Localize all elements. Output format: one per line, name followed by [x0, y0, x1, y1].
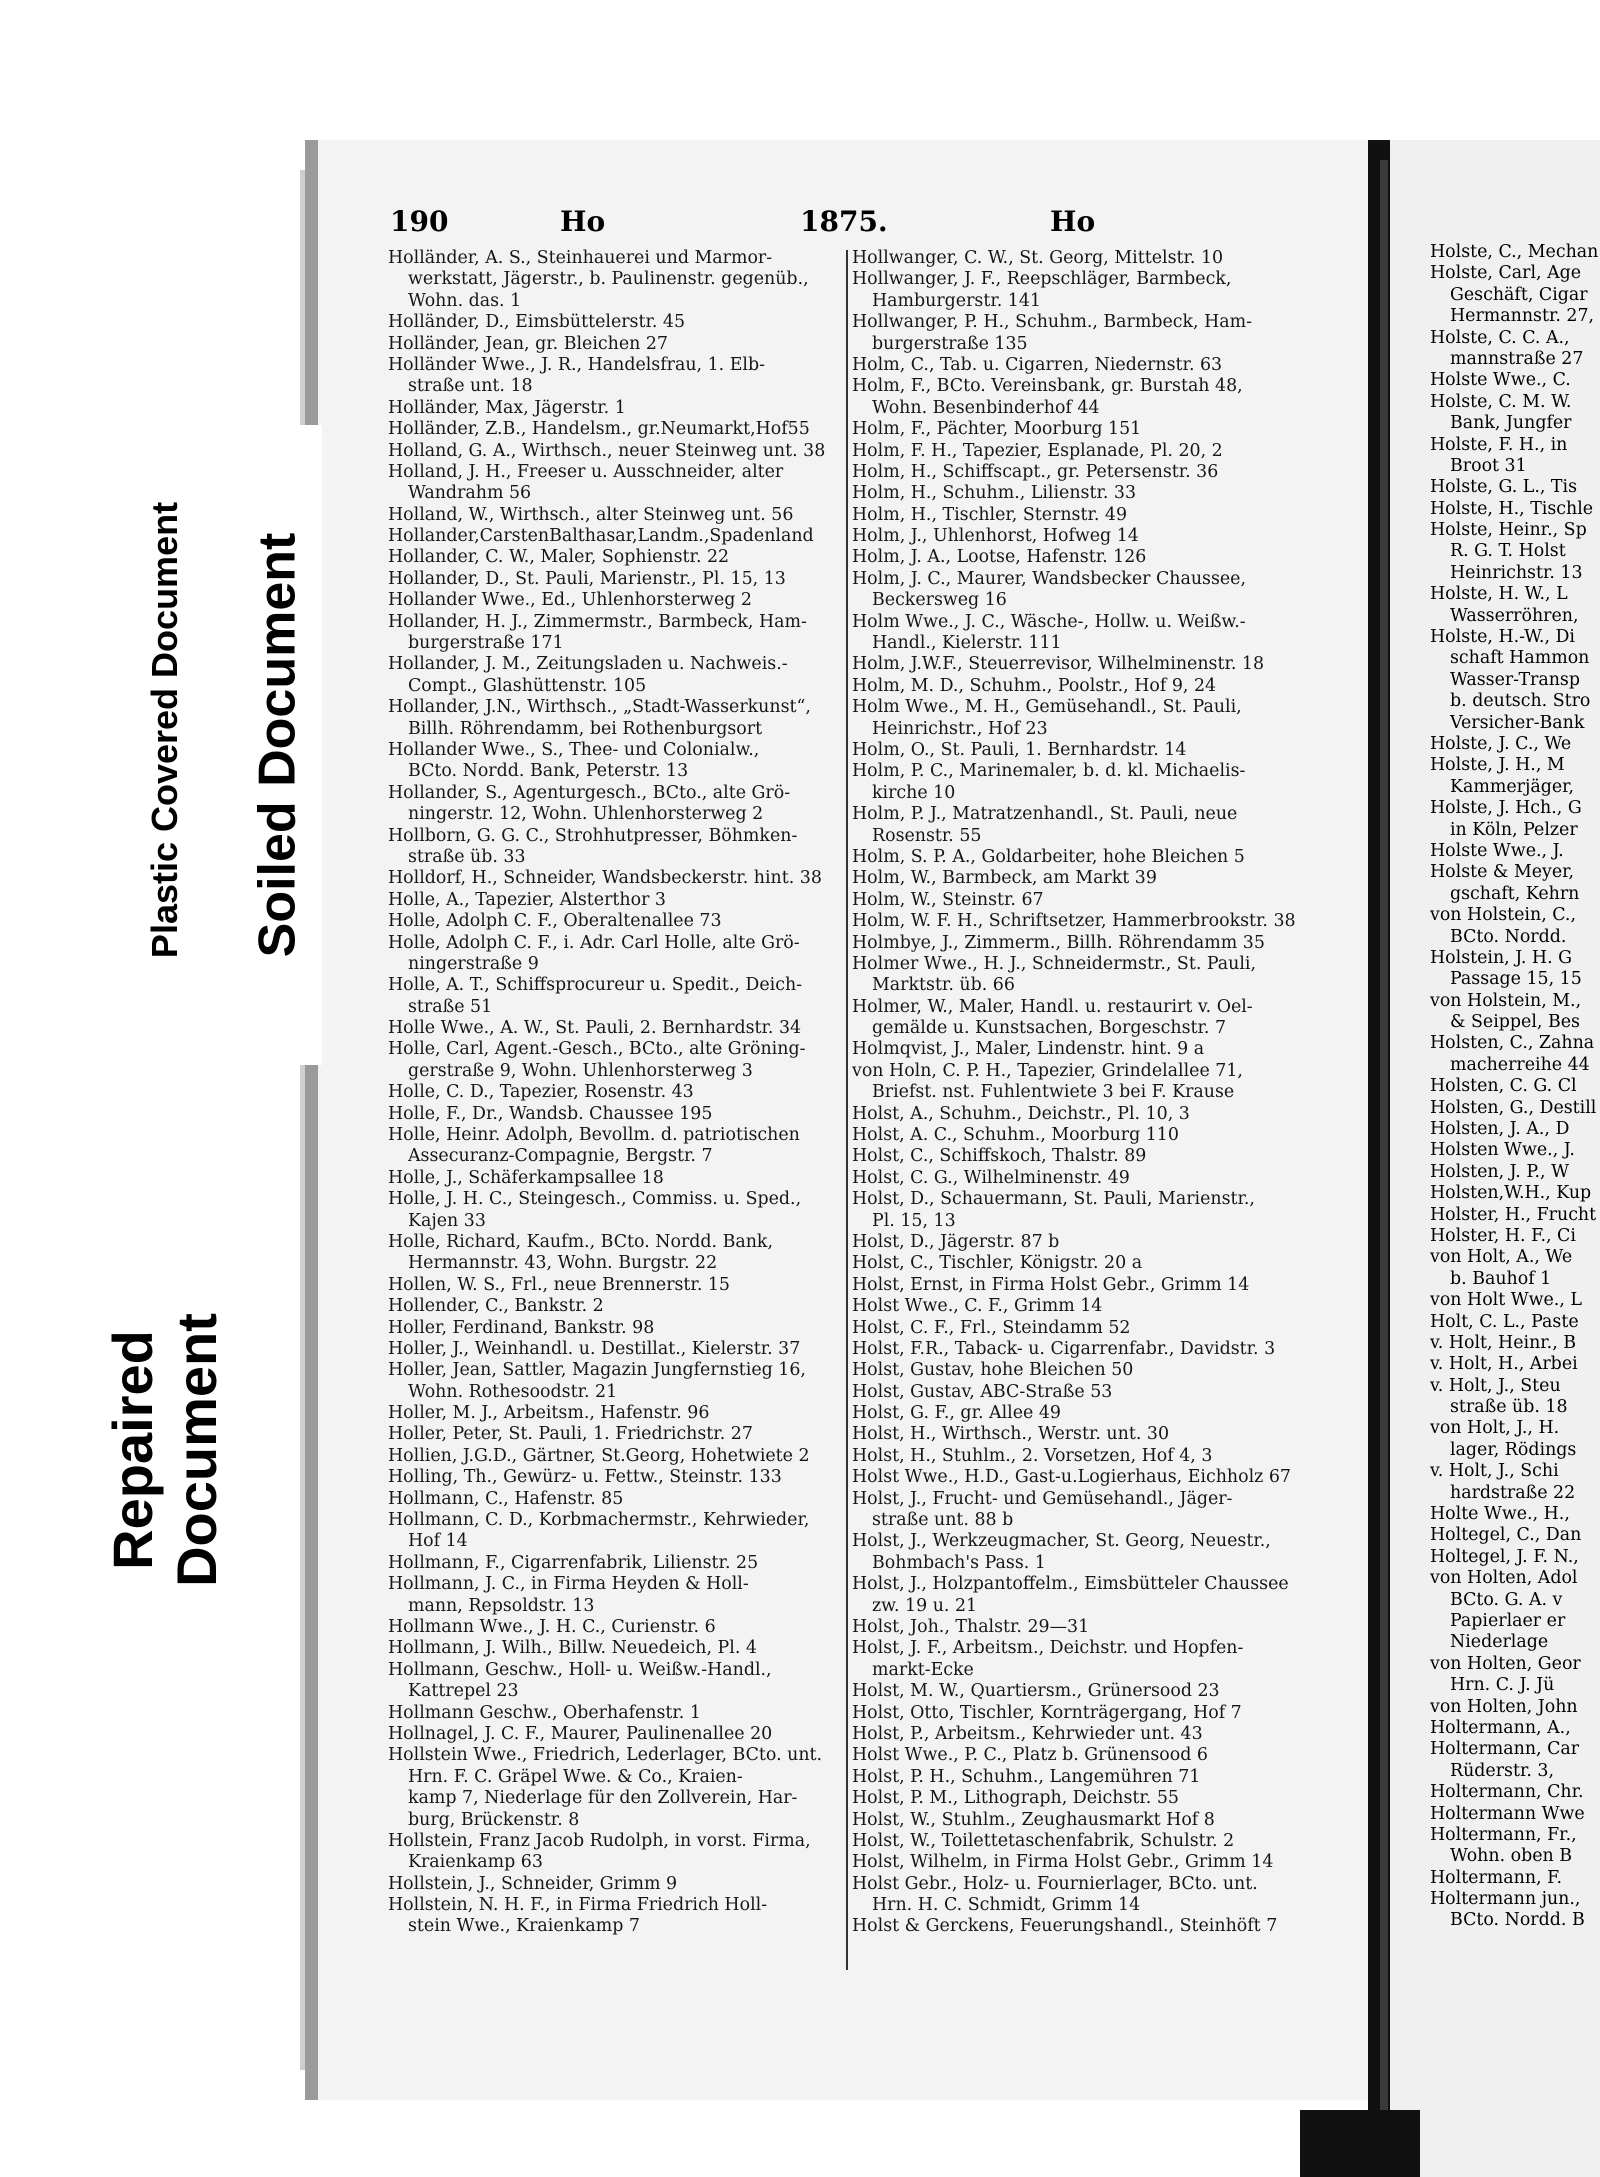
- directory-entry-line: Holler, J., Weinhandl. u. Destillat., Kielerstr. 37: [388, 1338, 801, 1359]
- directory-entry-line: Holmqvist, J., Maler, Lindenstr. hint. 9 a: [852, 1039, 1205, 1060]
- directory-entry-line: Holle, J. H. C., Steingesch., Commiss. u. Sped.,: [388, 1189, 802, 1210]
- directory-entry-line: lager, Rödings: [1450, 1439, 1577, 1460]
- directory-entry-line: Holster, H. F., Ci: [1430, 1225, 1576, 1246]
- directory-entry-line: Hollstein, J., Schneider, Grimm 9: [388, 1873, 678, 1894]
- directory-entry-line: Holle, Richard, Kaufm., BCto. Nordd. Bank,: [388, 1231, 773, 1252]
- directory-entry-line: Holst, Otto, Tischler, Kornträgergang, Hof 7: [852, 1702, 1242, 1723]
- directory-entry-line: Holtermann Wwe: [1430, 1803, 1585, 1824]
- directory-entry-line: Holtermann, A.,: [1430, 1717, 1571, 1738]
- directory-entry-line: Hrn. F. C. Gräpel Wwe. & Co., Kraien-: [408, 1766, 743, 1787]
- directory-entry-line: Hollander, J. M., Zeitungsladen u. Nachweis.-: [388, 654, 788, 675]
- directory-entry-line: Holsten,W.H., Kup: [1430, 1183, 1592, 1204]
- directory-entry-line: v. Holt, H., Arbei: [1430, 1354, 1578, 1375]
- directory-entry-line: Holste, Heinr., Sp: [1430, 520, 1587, 541]
- directory-entry-line: Holst, Ernst, in Firma Holst Gebr., Grimm 14: [852, 1274, 1250, 1295]
- directory-entry-line: Hollmann Geschw., Oberhafenstr. 1: [388, 1702, 701, 1723]
- directory-entry-line: Holst, C. G., Wilhelminenstr. 49: [852, 1167, 1130, 1188]
- repaired-document-text: [101, 1313, 229, 1587]
- directory-entry-line: straße üb. 18: [1450, 1397, 1568, 1418]
- directory-entry-line: Holst Wwe., P. C., Platz b. Grünensood 6: [852, 1745, 1208, 1766]
- directory-entry-line: gemälde u. Kunstsachen, Borgeschstr. 7: [872, 1018, 1227, 1039]
- directory-entry-line: Handl., Kielerstr. 111: [872, 633, 1062, 654]
- directory-entry-line: Holm Wwe., J. C., Wäsche-, Hollw. u. Weißw.-: [852, 611, 1246, 632]
- directory-entry-line: Holländer, Jean, gr. Bleichen 27: [388, 333, 668, 354]
- directory-entry-line: Holst, J. F., Arbeitsm., Deichstr. und Hopfen-: [852, 1638, 1244, 1659]
- directory-entry-line: Hollander, C. W., Maler, Sophienstr. 22: [388, 547, 730, 568]
- directory-entry-line: Holst Wwe., H.D., Gast-u.Logierhaus, Eichholz 67: [852, 1467, 1291, 1488]
- directory-entry-line: Holle, F., Dr., Wandsb. Chaussee 195: [388, 1103, 713, 1124]
- directory-entry-line: Holste Wwe., J.: [1430, 840, 1564, 861]
- directory-entry-line: Holst, F.R., Taback- u. Cigarrenfabr., Davidstr. 3: [852, 1338, 1276, 1359]
- directory-entry-line: Holle, A., Tapezier, Alsterthor 3: [388, 889, 666, 910]
- directory-entry-line: Wohn. das. 1: [408, 290, 522, 311]
- directory-entry-line: Hollmann, J. C., in Firma Heyden & Holl-: [388, 1574, 749, 1595]
- directory-entry-line: Holsten, C., Zahna: [1430, 1033, 1595, 1054]
- directory-entry-line: Holsten, C. G. Cl: [1430, 1076, 1577, 1097]
- soiled-document-label: [232, 425, 322, 1065]
- directory-entry-line: Holste, Carl, Age: [1430, 263, 1582, 284]
- directory-entry-line: markt-Ecke: [872, 1659, 974, 1680]
- directory-entry-line: Holländer, D., Eimsbüttelerstr. 45: [388, 312, 686, 333]
- directory-entry-line: Hollstein Wwe., Friedrich, Lederlager, BCto. unt.: [388, 1745, 823, 1766]
- directory-entry-line: Holst, J., Holzpantoffelm., Eimsbütteler Chaussee: [852, 1574, 1289, 1595]
- directory-entry-line: Holländer, A. S., Steinhauerei und Marmor-: [388, 248, 773, 268]
- directory-entry-line: Holldorf, H., Schneider, Wandsbeckerstr. hint. 38: [388, 868, 822, 889]
- directory-entry-line: straße unt. 88 b: [872, 1510, 1014, 1531]
- page-number: 190: [390, 205, 449, 238]
- plastic-covered-label: [135, 400, 195, 1060]
- directory-entry-line: Hollien, J.G.D., Gärtner, St.Georg, Hohetwiete 2: [388, 1445, 810, 1466]
- directory-entry-line: Kammerjäger,: [1450, 776, 1575, 797]
- directory-entry-line: Holste, C. M. W.: [1430, 391, 1572, 412]
- directory-entry-line: Rüderstr. 3,: [1450, 1760, 1554, 1781]
- directory-entry-line: Holst, P. H., Schuhm., Langemühren 71: [852, 1766, 1201, 1787]
- directory-entry-line: Holler, Ferdinand, Bankstr. 98: [388, 1317, 655, 1338]
- directory-entry-line: Heinrichstr., Hof 23: [872, 718, 1048, 739]
- directory-entry-line: Holländer, Z.B., Handelsm., gr.Neumarkt,Hof55: [388, 419, 810, 440]
- directory-entry-line: Holtermann jun.,: [1430, 1889, 1581, 1910]
- header-right-index: Ho: [1050, 205, 1096, 238]
- directory-entry-line: Holste Wwe., C.: [1430, 370, 1571, 391]
- directory-entry-line: Hollmann, F., Cigarrenfabrik, Lilienstr. 25: [388, 1552, 759, 1573]
- directory-entry-line: von Holt, A., We: [1430, 1247, 1573, 1268]
- directory-entry-line: Holstein, J. H. G: [1430, 947, 1573, 968]
- directory-entry-line: Holste, H., Tischle: [1430, 498, 1594, 519]
- directory-entry-line: Wasser-Transp: [1450, 669, 1580, 690]
- directory-entry-line: Holle, J., Schäferkampsallee 18: [388, 1167, 664, 1188]
- directory-entry-line: macherreihe 44: [1450, 1054, 1590, 1075]
- directory-entry-line: Holm, W., Steinstr. 67: [852, 889, 1044, 910]
- directory-entry-line: Holm, J., Uhlenhorst, Hofweg 14: [852, 526, 1139, 547]
- directory-entry-line: Holm, F. H., Tapezier, Esplanade, Pl. 20, 2: [852, 440, 1223, 461]
- directory-entry-line: Hollmann, C. D., Korbmachermstr., Kehrwieder,: [388, 1510, 810, 1531]
- directory-entry-line: Holst, C., Schiffskoch, Thalstr. 89: [852, 1146, 1147, 1167]
- directory-entry-line: burg, Brückenstr. 8: [408, 1809, 580, 1830]
- directory-entry-line: ningerstraße 9: [408, 953, 539, 974]
- directory-entry-line: Holm, H., Schuhm., Lilienstr. 33: [852, 483, 1137, 504]
- directory-entry-line: von Holt Wwe., L: [1430, 1290, 1582, 1311]
- directory-entry-line: Hollmann, Geschw., Holl- u. Weißw.-Handl.,: [388, 1659, 772, 1680]
- directory-entry-line: mannstraße 27: [1450, 348, 1584, 369]
- directory-entry-line: Holm, J. A., Lootse, Hafenstr. 126: [852, 547, 1147, 568]
- directory-entry-line: BCto. G. A. v: [1450, 1589, 1563, 1610]
- directory-entry-line: in Köln, Pelzer: [1450, 819, 1578, 840]
- directory-entry-line: Holster, H., Frucht: [1430, 1204, 1597, 1225]
- directory-entry-line: Hollwanger, J. F., Reepschläger, Barmbeck,: [852, 269, 1232, 290]
- right-entry-column: [852, 248, 1362, 1978]
- directory-entry-line: kamp 7, Niederlage für den Zollverein, Har-: [408, 1788, 798, 1809]
- directory-entry-line: Holste, J. Hch., G: [1430, 798, 1582, 819]
- directory-entry-line: hardstraße 22: [1450, 1482, 1576, 1503]
- directory-entry-line: Holm, M. D., Schuhm., Poolstr., Hof 9, 24: [852, 675, 1217, 696]
- directory-entry-line: Holst, P. M., Lithograph, Deichstr. 55: [852, 1788, 1179, 1809]
- directory-entry-line: Holst, M. W., Quartiersm., Grünersood 23: [852, 1681, 1220, 1702]
- repaired-line-1: Repaired: [101, 1330, 165, 1570]
- soiled-document-text: Soiled Document: [248, 532, 306, 958]
- directory-entry-line: Holtermann, Car: [1430, 1739, 1580, 1760]
- binding-shadow: [1300, 2110, 1420, 2177]
- directory-entry-line: Bohmbach's Pass. 1: [872, 1552, 1046, 1573]
- directory-entry-line: Holtermann, Fr.,: [1430, 1824, 1577, 1845]
- directory-entry-line: Briefst. nst. Fuhlentwiete 3 bei F. Krause: [872, 1082, 1235, 1103]
- directory-entry-line: Hollwanger, P. H., Schuhm., Barmbeck, Ham-: [852, 312, 1253, 333]
- directory-entry-line: werkstatt, Jägerstr., b. Paulinenstr. gegenüb.,: [408, 269, 809, 290]
- directory-entry-line: Holste, J. C., We: [1430, 733, 1572, 754]
- directory-entry-line: Holle, Heinr. Adolph, Bevollm. d. patriotischen: [388, 1125, 800, 1146]
- directory-entry-line: Holland, W., Wirthsch., alter Steinweg unt. 56: [388, 504, 794, 525]
- directory-entry-line: Kattrepel 23: [408, 1681, 519, 1702]
- directory-entry-line: Hollander, H. J., Zimmermstr., Barmbeck, Ham-: [388, 611, 807, 632]
- directory-entry-line: Hollander Wwe., Ed., Uhlenhorsterweg 2: [388, 590, 752, 611]
- directory-entry-line: Holm, W., Barmbeck, am Markt 39: [852, 868, 1157, 889]
- directory-entry-line: Assecuranz-Compagnie, Bergstr. 7: [408, 1146, 713, 1167]
- directory-entry-line: Hollwanger, C. W., St. Georg, Mittelstr. 10: [852, 248, 1224, 268]
- directory-entry-line: Heinrichstr. 13: [1450, 562, 1583, 583]
- directory-entry-line: Holm, H., Schiffscapt., gr. Petersenstr. 36: [852, 461, 1219, 482]
- directory-entry-line: von Holn, C. P. H., Tapezier, Grindelallee 71,: [852, 1060, 1243, 1081]
- directory-entry-line: & Seippel, Bes: [1450, 1012, 1580, 1033]
- directory-entry-line: Holle, A. T., Schiffsprocureur u. Spedit., Deich-: [388, 975, 803, 996]
- directory-entry-line: straße üb. 33: [408, 846, 526, 867]
- directory-entry-line: Holländer Wwe., J. R., Handelsfrau, 1. Elb-: [388, 354, 765, 375]
- directory-entry-line: ningerstr. 12, Wohn. Uhlenhorsterweg 2: [408, 804, 764, 825]
- directory-entry-line: Holm, P. J., Matratzenhandl., St. Pauli, neue: [852, 804, 1238, 825]
- directory-entry-line: Holst, J., Frucht- und Gemüsehandl., Jäger-: [852, 1488, 1233, 1509]
- directory-entry-line: Kajen 33: [408, 1210, 486, 1231]
- directory-entry-line: von Holten, John: [1430, 1696, 1578, 1717]
- repaired-line-2: Document: [165, 1313, 229, 1587]
- directory-entry-line: von Holt, J., H.: [1430, 1418, 1560, 1439]
- directory-entry-line: Holst, A. C., Schuhm., Moorburg 110: [852, 1125, 1179, 1146]
- directory-entry-line: Holm, H., Tischler, Sternstr. 49: [852, 504, 1128, 525]
- directory-entry-line: Passage 15, 15: [1450, 969, 1582, 990]
- directory-entry-line: Holste, H. W., L: [1430, 584, 1568, 605]
- directory-entry-line: Holm, F., BCto. Vereinsbank, gr. Burstah 48,: [852, 376, 1243, 397]
- directory-entry-line: Wohn. Besenbinderhof 44: [872, 397, 1100, 418]
- directory-entry-line: Holler, Jean, Sattler, Magazin Jungfernstieg 16,: [388, 1360, 806, 1381]
- directory-entry-line: Holmer, W., Maler, Handl. u. restaurirt v. Oel-: [852, 996, 1253, 1017]
- directory-entry-line: Wandrahm 56: [408, 483, 532, 504]
- directory-entry-line: Holsten, J. P., W: [1430, 1161, 1569, 1182]
- directory-entry-line: Hollander Wwe., S., Thee- und Colonialw.,: [388, 739, 760, 760]
- directory-entry-line: Holsten Wwe., J.: [1430, 1140, 1575, 1161]
- directory-entry-line: Holm, S. P. A., Goldarbeiter, hohe Bleichen 5: [852, 846, 1245, 867]
- directory-entry-line: Hollnagel, J. C. F., Maurer, Paulinenallee 20: [388, 1723, 773, 1744]
- directory-entry-line: Holste & Meyer,: [1430, 862, 1575, 883]
- directory-entry-line: Holst, Wilhelm, in Firma Holst Gebr., Grimm 14: [852, 1852, 1274, 1873]
- directory-entry-line: Hollander,CarstenBalthasar,Landm.,Spadenland: [388, 526, 814, 547]
- repaired-document-label: [80, 1240, 250, 1660]
- directory-entry-line: Hollender, C., Bankstr. 2: [388, 1296, 604, 1317]
- directory-entry-line: Holmbye, J., Zimmerm., Billh. Röhrendamm 35: [852, 932, 1265, 953]
- directory-entry-line: Holst Gebr., Holz- u. Fournierlager, BCto. unt.: [852, 1873, 1258, 1894]
- directory-entry-line: Bank, Jungfer: [1450, 413, 1572, 434]
- directory-entry-line: b. Bauhof 1: [1450, 1268, 1552, 1289]
- directory-entry-line: Holm Wwe., M. H., Gemüsehandl., St. Pauli,: [852, 697, 1242, 718]
- directory-entry-line: Holle, Adolph C. F., i. Adr. Carl Holle, alte Grö-: [388, 932, 800, 953]
- directory-entry-line: Hollander, J.N., Wirthsch., „Stadt-Wasserkunst“,: [388, 697, 811, 718]
- directory-entry-line: b. deutsch. Stro: [1450, 691, 1591, 712]
- directory-entry-line: Hof 14: [408, 1531, 468, 1552]
- directory-entry-line: straße unt. 18: [408, 376, 533, 397]
- directory-entry-line: Holst, A., Schuhm., Deichstr., Pl. 10, 3: [852, 1103, 1190, 1124]
- directory-entry-line: R. G. T. Holst: [1450, 541, 1566, 562]
- directory-entry-line: Wohn. oben B: [1450, 1846, 1573, 1867]
- page-gutter-inner: [1380, 160, 1388, 2160]
- directory-entry-line: Holste, H.-W., Di: [1430, 627, 1575, 648]
- directory-entry-line: Holst, D., Schauermann, St. Pauli, Marienstr.,: [852, 1189, 1255, 1210]
- directory-entry-line: gschaft, Kehrn: [1450, 883, 1580, 904]
- directory-entry-line: Hollander, D., St. Pauli, Marienstr., Pl. 15, 13: [388, 568, 786, 589]
- next-page-partial-column: [1430, 242, 1600, 1972]
- directory-entry-line: Beckersweg 16: [872, 590, 1007, 611]
- directory-entry-line: Wohn. Rothesoodstr. 21: [408, 1381, 618, 1402]
- directory-entry-line: Billh. Röhrendamm, bei Rothenburgsort: [408, 718, 763, 739]
- directory-entry-line: von Holstein, C.,: [1430, 905, 1576, 926]
- directory-entry-line: Holte Wwe., H.,: [1430, 1504, 1570, 1525]
- directory-entry-line: Holtegel, C., Dan: [1430, 1525, 1582, 1546]
- directory-entry-line: Holmer Wwe., H. J., Schneidermstr., St. Pauli,: [852, 953, 1257, 974]
- directory-entry-line: Hollmann Wwe., J. H. C., Curienstr. 6: [388, 1617, 716, 1637]
- directory-entry-line: Holtegel, J. F. N.,: [1430, 1546, 1579, 1567]
- directory-entry-line: Broot 31: [1450, 455, 1527, 476]
- plastic-covered-text: Plastic Covered Document: [144, 501, 186, 959]
- directory-entry-line: Niederlage: [1450, 1632, 1549, 1653]
- directory-entry-line: Holland, J. H., Freeser u. Ausschneider, alter: [388, 461, 784, 482]
- directory-entry-line: Hamburgerstr. 141: [872, 290, 1041, 311]
- directory-entry-line: Holländer, Max, Jägerstr. 1: [388, 397, 626, 418]
- directory-entry-line: Wasserröhren,: [1450, 605, 1579, 626]
- directory-entry-line: Holst, Gustav, ABC-Straße 53: [852, 1381, 1113, 1402]
- header-left-index: Ho: [560, 205, 606, 238]
- directory-entry-line: Holste, C., Mechan: [1430, 242, 1599, 262]
- directory-entry-line: Hollander, S., Agenturgesch., BCto., alte Grö-: [388, 782, 791, 803]
- directory-entry-line: von Holten, Adol: [1430, 1568, 1578, 1589]
- directory-entry-line: burgerstraße 171: [408, 633, 564, 654]
- directory-entry-line: von Holten, Geor: [1430, 1653, 1581, 1674]
- directory-entry-line: Holst, Gustav, hohe Bleichen 50: [852, 1360, 1134, 1381]
- directory-entry-line: Holle Wwe., A. W., St. Pauli, 2. Bernhardstr. 34: [388, 1018, 802, 1039]
- directory-entry-line: Holm, O., St. Pauli, 1. Bernhardstr. 14: [852, 739, 1187, 760]
- directory-entry-line: Hollmann, C., Hafenstr. 85: [388, 1488, 624, 1509]
- directory-entry-line: v. Holt, J., Steu: [1430, 1375, 1561, 1396]
- directory-entry-line: zw. 19 u. 21: [872, 1595, 978, 1616]
- column-divider: [846, 250, 848, 1970]
- directory-entry-line: Hollmann, J. Wilh., Billw. Neuedeich, Pl. 4: [388, 1638, 757, 1659]
- directory-entry-line: Holt, C. L., Paste: [1430, 1311, 1579, 1332]
- directory-entry-line: Hollen, W. S., Frl., neue Brennerstr. 15: [388, 1274, 731, 1295]
- directory-entry-line: Holsten, J. A., D: [1430, 1119, 1570, 1140]
- directory-entry-line: Holm, F., Pächter, Moorburg 151: [852, 419, 1142, 440]
- page-header: [390, 205, 1280, 245]
- directory-entry-line: Holm, J. C., Maurer, Wandsbecker Chaussee,: [852, 568, 1246, 589]
- directory-entry-line: Holst, G. F., gr. Allee 49: [852, 1403, 1061, 1424]
- directory-entry-line: Holle, C. D., Tapezier, Rosenstr. 43: [388, 1082, 694, 1103]
- directory-entry-line: Holm, C., Tab. u. Cigarren, Niedernstr. 63: [852, 354, 1223, 375]
- directory-entry-line: Holst, H., Wirthsch., Werstr. unt. 30: [852, 1424, 1170, 1445]
- directory-entry-line: von Holstein, M.,: [1430, 990, 1582, 1011]
- directory-entry-line: Holm, W. F. H., Schriftsetzer, Hammerbrookstr. 38: [852, 911, 1296, 932]
- directory-entry-line: Hermannstr. 27,: [1450, 306, 1595, 327]
- directory-entry-line: Holm, J.W.F., Steuerrevisor, Wilhelminenstr. 18: [852, 654, 1265, 675]
- directory-entry-line: stein Wwe., Kraienkamp 7: [408, 1916, 640, 1937]
- directory-entry-line: Hrn. C. J. Jü: [1450, 1675, 1555, 1696]
- directory-entry-line: schaft Hammon: [1450, 648, 1590, 669]
- directory-entry-line: Kraienkamp 63: [408, 1852, 543, 1873]
- directory-entry-line: Holste, C. C. A.,: [1430, 327, 1570, 348]
- directory-entry-line: BCto. Nordd. B: [1450, 1910, 1585, 1931]
- directory-entry-line: Hollstein, N. H. F., in Firma Friedrich Holl-: [388, 1895, 768, 1916]
- directory-entry-line: Holst, W., Toilettetaschenfabrik, Schulstr. 2: [852, 1830, 1235, 1851]
- directory-entry-line: BCto. Nordd. Bank, Peterstr. 13: [408, 761, 689, 782]
- directory-entry-line: Holland, G. A., Wirthsch., neuer Steinweg unt. 38: [388, 440, 826, 461]
- directory-entry-line: Holste, J. H., M: [1430, 755, 1565, 776]
- directory-entry-line: Holler, Peter, St. Pauli, 1. Friedrichstr. 27: [388, 1424, 753, 1445]
- directory-entry-line: Pl. 15, 13: [872, 1210, 956, 1231]
- directory-entry-line: Holst, D., Jägerstr. 87 b: [852, 1231, 1060, 1252]
- directory-entry-line: Holst, H., Stuhlm., 2. Vorsetzen, Hof 4, 3: [852, 1445, 1213, 1466]
- directory-entry-line: Holst, Joh., Thalstr. 29—31: [852, 1617, 1090, 1637]
- directory-entry-line: Holtermann, Chr.: [1430, 1782, 1584, 1803]
- directory-entry-line: Holste, G. L., Tis: [1430, 477, 1578, 498]
- left-entry-column: [388, 248, 843, 1978]
- header-year: 1875.: [800, 205, 888, 238]
- directory-entry-line: Holst, C., Tischler, Königstr. 20 a: [852, 1253, 1143, 1274]
- directory-entry-line: BCto. Nordd.: [1450, 926, 1567, 947]
- directory-entry-line: Geschäft, Cigar: [1450, 284, 1588, 305]
- directory-entry-line: Holler, M. J., Arbeitsm., Hafenstr. 96: [388, 1403, 710, 1424]
- directory-entry-line: Versicher-Bank: [1450, 712, 1585, 733]
- directory-entry-line: Holtermann, F.: [1430, 1867, 1562, 1888]
- directory-entry-line: Holle, Carl, Agent.-Gesch., BCto., alte Gröning-: [388, 1039, 806, 1060]
- directory-entry-line: Holste, F. H., in: [1430, 434, 1568, 455]
- directory-entry-line: Compt., Glashüttenstr. 105: [408, 675, 647, 696]
- directory-entry-line: Holle, Adolph C. F., Oberaltenallee 73: [388, 911, 722, 932]
- directory-entry-line: Papierlaer er: [1450, 1611, 1566, 1631]
- directory-entry-line: burgerstraße 135: [872, 333, 1028, 354]
- directory-entry-line: straße 51: [408, 996, 493, 1017]
- directory-entry-line: Holsten, G., Destill: [1430, 1097, 1597, 1118]
- directory-entry-line: Marktstr. üb. 66: [872, 975, 1015, 996]
- directory-entry-line: Holst & Gerckens, Feuerungshandl., Steinhöft 7: [852, 1916, 1278, 1937]
- directory-entry-line: Hermannstr. 43, Wohn. Burgstr. 22: [408, 1253, 718, 1274]
- directory-entry-line: Holst, C. F., Frl., Steindamm 52: [852, 1317, 1131, 1338]
- directory-entry-line: Rosenstr. 55: [872, 825, 982, 846]
- directory-entry-line: v. Holt, J., Schi: [1430, 1461, 1559, 1482]
- directory-entry-line: Holm, P. C., Marinemaler, b. d. kl. Michaelis-: [852, 761, 1246, 782]
- directory-entry-line: Holst, J., Werkzeugmacher, St. Georg, Neuestr.,: [852, 1531, 1271, 1552]
- directory-entry-line: Holling, Th., Gewürz- u. Fettw., Steinstr. 133: [388, 1467, 782, 1488]
- directory-entry-line: gerstraße 9, Wohn. Uhlenhorsterweg 3: [408, 1060, 753, 1081]
- directory-entry-line: Hollborn, G. G. C., Strohhutpresser, Böhmken-: [388, 825, 798, 846]
- directory-entry-line: Hollstein, Franz Jacob Rudolph, in vorst. Firma,: [388, 1830, 811, 1851]
- directory-entry-line: kirche 10: [872, 782, 956, 803]
- directory-entry-line: Holst, W., Stuhlm., Zeughausmarkt Hof 8: [852, 1809, 1215, 1830]
- directory-entry-line: Hrn. H. C. Schmidt, Grimm 14: [872, 1895, 1141, 1916]
- directory-entry-line: Holst Wwe., C. F., Grimm 14: [852, 1296, 1103, 1317]
- directory-entry-line: mann, Repsoldstr. 13: [408, 1595, 595, 1616]
- directory-entry-line: Holst, P., Arbeitsm., Kehrwieder unt. 43: [852, 1723, 1203, 1744]
- directory-entry-line: v. Holt, Heinr., B: [1430, 1332, 1577, 1353]
